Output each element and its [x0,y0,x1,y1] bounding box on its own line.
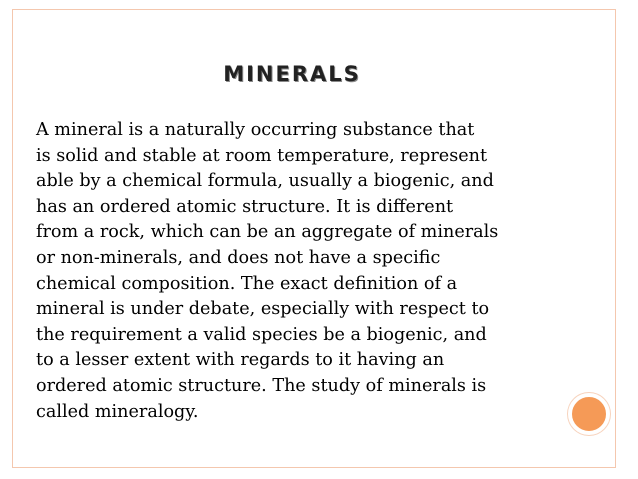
slide-body [36,118,542,425]
slide-title: MINERALS [223,62,361,86]
body-line: is solid and stable at room temperature, represent [36,145,488,166]
body-line: called mineralogy. [36,401,199,422]
body-line: to a lesser extent with regards to it having an [36,350,445,371]
body-line: the requirement a valid species be a biogenic, and [36,324,487,345]
body-line: chemical composition. The exact definition of a [36,273,458,294]
body-line: A mineral is a naturally occurring substance that [36,120,475,140]
body-line: mineral is under debate, especially with respect to [36,299,490,320]
body-line: able by a chemical formula, usually a biogenic, and [36,171,494,192]
decorative-circle-icon [568,393,610,435]
body-line: has an ordered atomic structure. It is different [36,196,454,217]
body-line: from a rock, which can be an aggregate of minerals [36,222,499,243]
body-line: or non-minerals, and does not have a specific [36,247,441,268]
body-line: ordered atomic structure. The study of minerals is [36,375,487,396]
